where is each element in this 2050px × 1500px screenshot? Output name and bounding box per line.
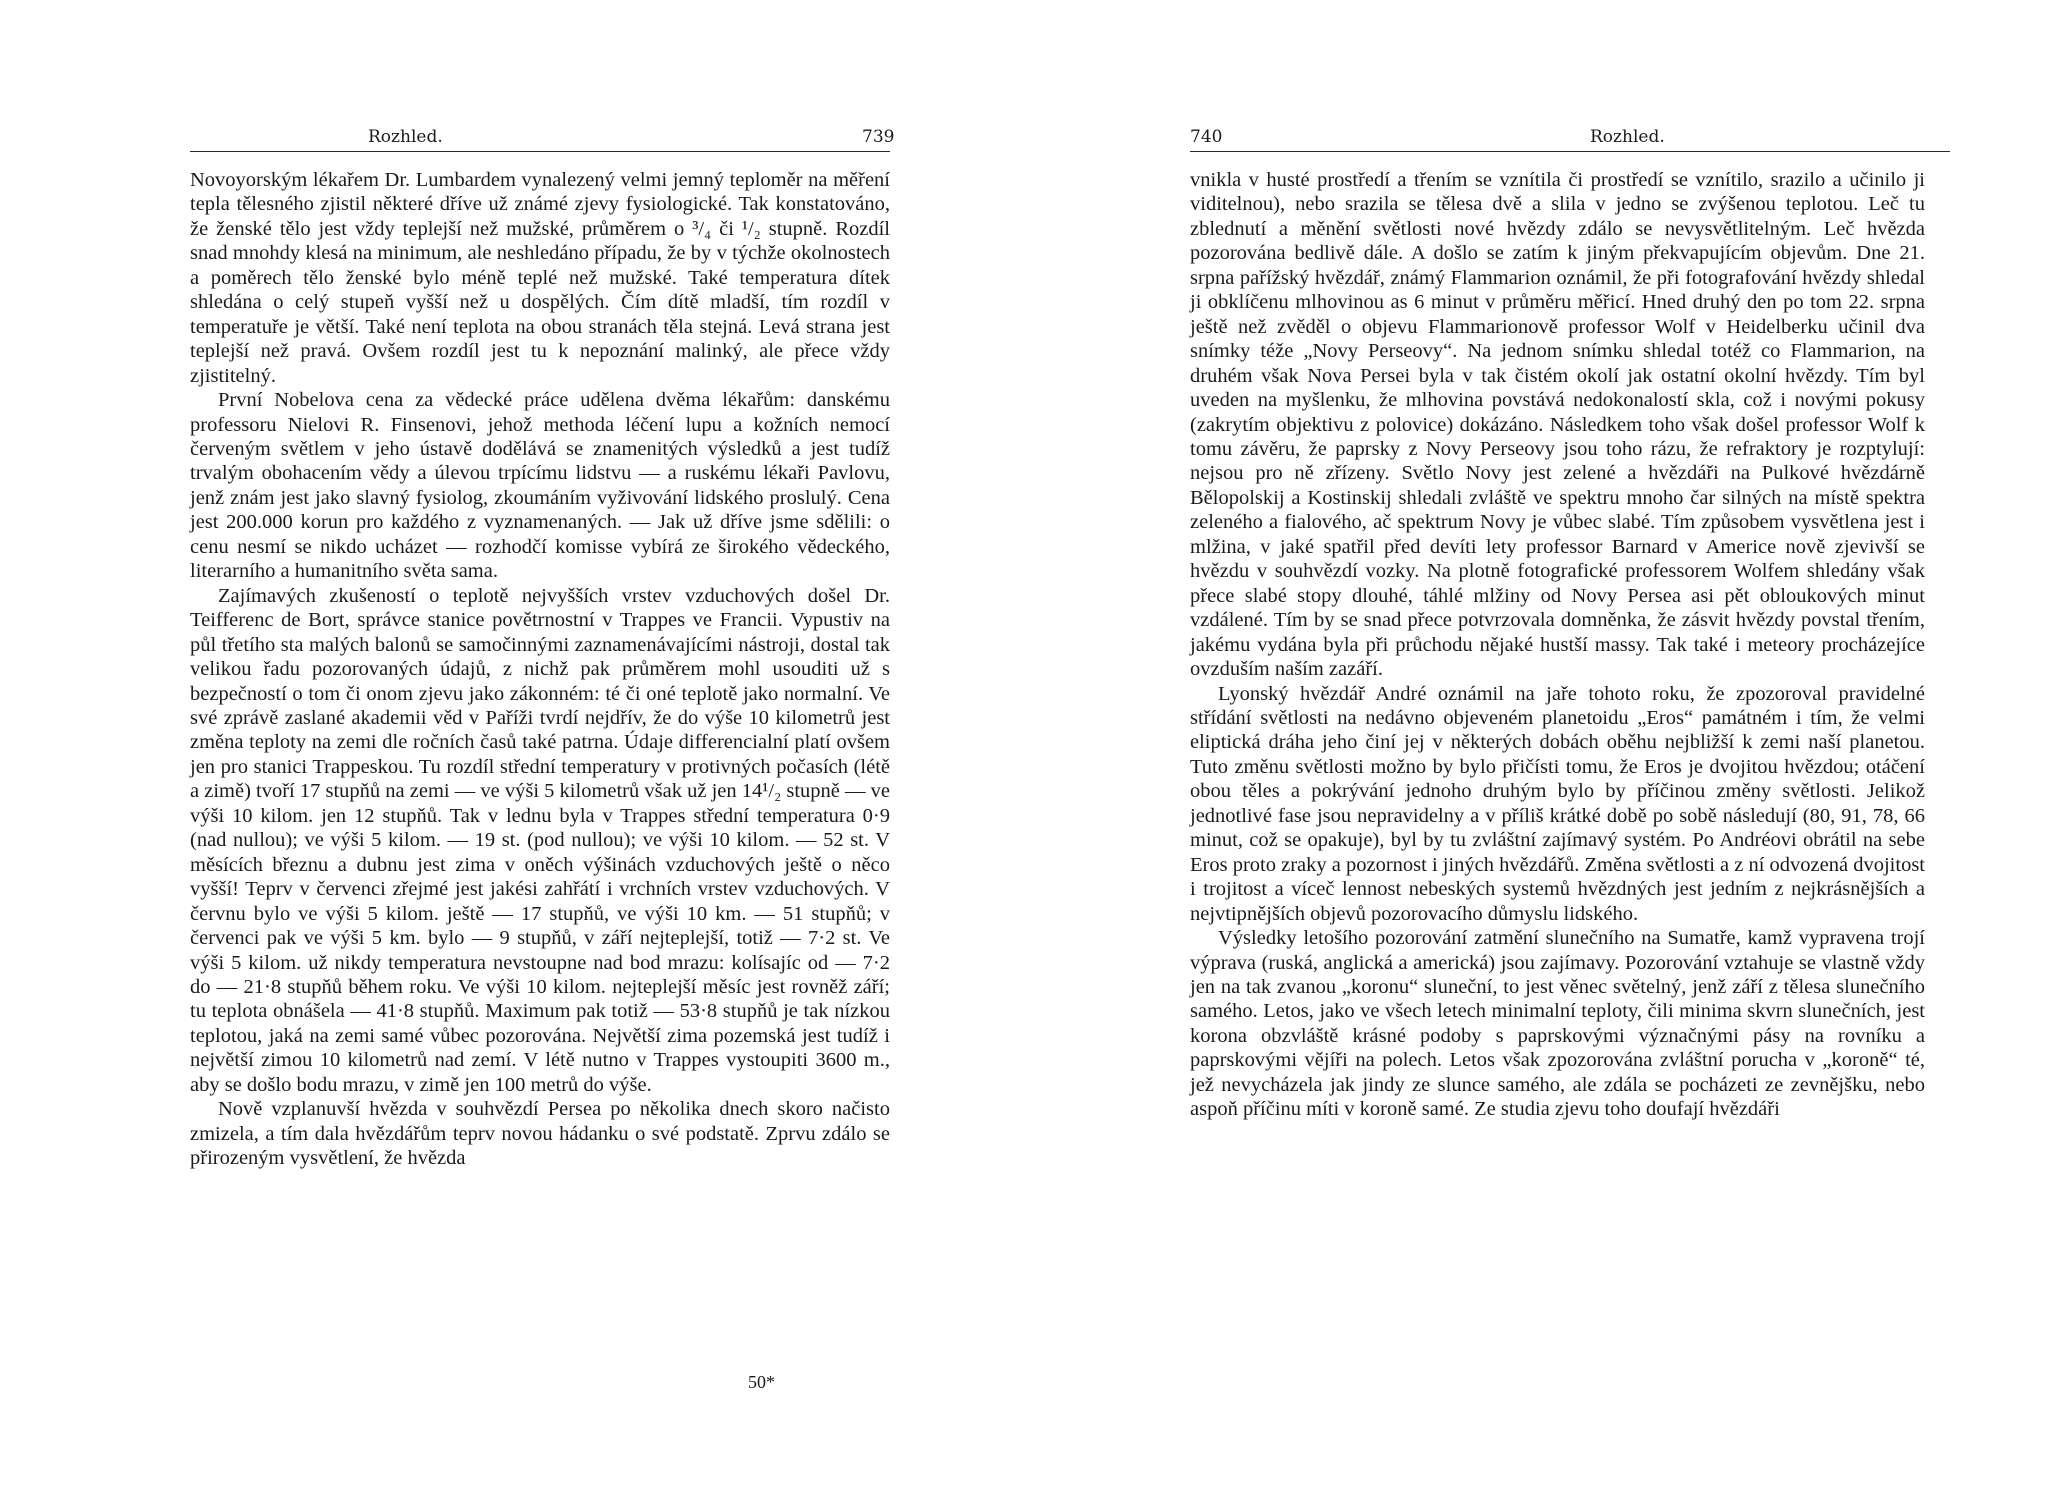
left-header-rule: [190, 151, 890, 152]
right-running-title: Rozhled.: [1590, 127, 1665, 147]
left-page-header: [190, 124, 895, 150]
right-page-number: 740: [1190, 127, 1223, 147]
paragraph-nova-continued: vnikla v husté prostředí a třením se vznítila či prostředí se vznítilo, srazilo a učinilo ji viditelnou), nebo srazila se tělesa dvě a slila v jedno se zvýšenou teplotou. Leč tu zblednutí a měnění světlosti nové hvězdy zdálo se nevysvětlitelným. Leč hvězda pozorována bedlivě dále. A došlo se zatím k jiným překvapujícím objevům. Dne 21. srpna pařížský hvězdář, známý Flammarion oznámil, že při fotografování hvězdy shledal ji obklíčenu mlhovinou as 6 minut v průměru měřicí. Hned druhý den po tom 22. srpna ještě než zvěděl o objevu Flammarionově professor Wolf v Heidelberku učinil dva snímky téže „Novy Perseovy“. Na jednom snímku shledal totéž co Flammarion, na druhém však Nova Persei byla v tak čistém okolí jak ostatní okolní hvězdy. Tím byl uveden na myšlenku, že mlhovina povstává nedokonalostí skla, což i novými pokusy (zakrytím objektivu z polovice) dokázáno. Následkem toho však došel professor Wolf k tomu závěru, že paprsky z Novy Perseovy jsou toho rázu, že refraktory je rozptylují: nejsou pro ně zřízeny. Světlo Novy jest zelené a hvězdáři na Pulkové hvězdárně Bělopolskij a Kostinskij shledali zvláště ve spektru mnoho čar silných na místě spektra zeleného a fialového, ač spektrum Novy je vůbec slabé. Tím způsobem vysvětlena jest i mlžina, v jaké spatřil před devíti lety professor Barnard v Americe nově zjevivší se hvězdu v souhvězdí vozky. Na plotně fotografické professorem Wolfem shledány však přece slabé stopy dlouhé, táhlé mlžiny od Novy Persea asi pět obloukových minut vzdálené. Tím by se snad přece potvrzovala domněnka, že zásvit hvězdy povstal třením, jakému vydána byla při průchodu nějaké hustší massy. Tak také i meteory procházejíce ovzduším naším zazáří.: [1190, 169, 1925, 681]
paragraph-solar-eclipse: Výsledky letošího pozorování zatmění slunečního na Sumatře, kamž vypravena trojí výprava (ruská, anglická a americká) jsou zajímavy. Pozorování vztahuje se vlastně vždy jen na tak zvanou „koronu“ sluneční, to jest věnec světelný, jenž září z tělesa slunečního samého. Letos, jako ve všech letech minimalní teploty, čili minima skvrn slunečních, jest korona obzvláště krásné podoby s paprskovými význačnými pásy na rovníku a paprskovými vějíři na polech. Letos však zpozorována zvláštní porucha v „koroně“ té, jež nevycházela jak jindy ze slunce samého, ale zdála se pocházeti ze zevnějšku, nebo aspoň příčinu míti v koroně samé. Ze studia zjevu toho doufají hvězdáři: [1190, 927, 1925, 1121]
right-page: [1025, 0, 2050, 1500]
paragraph-nobel-prize: První Nobelova cena za vědecké práce udělena dvěma lékařům: danskému professoru Nielovi R. Finsenovi, jehož methoda léčení lupu a kožních nemocí červeným světlem v jeho ústavě dodělává se znamenitých výsledků a jest tudíž trvalým obohacením vědy a úlevou trpícímu lidstvu — a ruskému lékaři Pavlovu, jenž znám jest jako slavný fysiolog, zkoumáním vyživování lidského proslulý. Cena jest 200.000 korun pro každého z vyznamenaných. — Jak už dříve jsme sdělili: o cenu nesmí se nikdo ucházet — rozhodčí komisse vybírá ze širokého vědeckého, literarního a humanitního světa sama.: [190, 389, 890, 583]
paragraph-air-temperature: Zajímavých zkušeností o teplotě nejvyšších vrstev vzduchových došel Dr. Teifferenc de Bort, správce stanice povětrnostní v Trappes ve Francii. Vypustiv na půl třetího sta malých balonů se samočinnými zaznamenávajícími nástroji, dostal tak velikou řadu pozorovaných údajů, z nichž pak průměrem mohl usouditi už s bezpečností o tom či onom zjevu jako zákonném: té či oné teplotě jako normalní. Ve své zprávě zaslané akademii věd v Paříži tvrdí nejdřív, že do výše 10 kilometrů jest změna teploty na zemi dle ročních časů také patrna. Údaje differencialní platí ovšem jen pro stanici Trappeskou. Tu rozdíl střední temperatury v protivných počasích (létě a zimě) tvoří 17 stupňů na zemi — ve výši 5 kilometrů však už jen 14¹/₂ stupně — ve výši 10 kilom. jen 12 stupňů. Tak v lednu byla v Trappes střední temperatura 0·9 (nad nullou); ve výši 5 kilom. — 19 st. (pod nullou); ve výši 10 kilom. — 52 st. V měsících březnu a dubnu jest zima v oněch výšinách vzduchových ještě o něco vyšší! Teprv v červenci zřejmé jest jakési zahřátí i vrchních vrstev vzduchových. V červnu bylo ve výši 5 kilom. ještě — 17 stupňů, ve výši 10 km. — 51 stupňů; v červenci pak ve výši 5 km. bylo — 9 stupňů, v září nejteplejší, totiž — 7·2 st. Ve výši 5 kilom. už nikdy temperatura nevstoupne nad bod mrazu: kolísajíc od — 7·2 do — 21·8 stupňů během roku. Ve výši 10 kilom. nejteplejší měsíc jest rovněž září; tu teplota obnášela — 41·8 stupňů. Maximum pak totiž — 53·8 stupňů je tak nízkou teplotou, jaká na zemi samé vůbec pozorována. Největší zima pozemská jest tudíž i největší zimou 10 kilometrů nad zemí. V létě nutno v Trappes vystoupiti 3600 m., aby se došlo bodu mrazu, v zimě jen 100 metrů do výše.: [190, 584, 890, 1096]
left-page-number: 739: [862, 127, 895, 147]
paragraph-nova-persei: Nově vzplanuvší hvězda v souhvězdí Persea po několika dnech skoro načisto zmizela, a tím dala hvězdářům teprv novou hádanku o své podstatě. Zprvu zdálo se přirozeným vysvětlení, že hvězda: [190, 1098, 890, 1170]
right-header-rule: [1190, 151, 1950, 152]
left-page-body: [190, 168, 890, 1171]
right-page-header: [1190, 124, 1950, 150]
paragraph-thermometer: Novoyorským lékařem Dr. Lumbardem vynalezený velmi jemný teploměr na měření tepla tělesného zjistil některé dříve už známé zjevy fysiologické. Tak konstatováno, že ženské tělo jest vždy teplejší než mužské, průměrem o ³/₄ či ¹/₂ stupně. Rozdíl snad mnohdy klesá na minimum, ale neshledáno případu, že by v týchže okolnostech a poměrech tělo ženské bylo méně teplé než mužské. Také temperatura dítek shledána o celý stupeň vyšší než u dospělých. Čím dítě mladší, tím rozdíl v temperatuře je větší. Také není teplota na obou stranách těla stejná. Levá strana jest teplejší než pravá. Ovšem rozdíl jest tu k nepoznání malinký, ale přece vždy zjistitelný.: [190, 169, 890, 387]
left-running-title: Rozhled.: [368, 127, 443, 147]
paragraph-eros: Lyonský hvězdář André oznámil na jaře tohoto roku, že zpozoroval pravidelné střídání světlosti na nedávno objeveném planetoidu „Eros“ památném i tím, že velmi eliptická dráha jeho činí jej v některých dobách oběhu nejbližší k zemi naší planetou. Tuto změnu světlosti možno by bylo přičísti tomu, že Eros je dvojitou hvězdou; otáčení obou těles a pokrývání jednoho druhým bylo by příčinou změny světlosti. Jelikož jednotlivé fase jsou nepravidelny a v příliš krátké době po sobě následují (80, 91, 78, 66 minut, což se opakuje), byl by tu zvláštní zajímavý systém. Po Andréovi obrátil na sebe Eros proto zraky a pozornost i jiných hvězdářů. Změna světlosti a z ní odvozená dvojitost i trojitost a víceč lennost nebeských systemů hvězdných jest jedním z nejkrásnějších a nejvtipnějších objevů pozorovacího důmyslu lidského.: [1190, 682, 1925, 925]
sheet-signature: 50*: [748, 1372, 775, 1392]
right-page-body: [1190, 168, 1925, 1122]
